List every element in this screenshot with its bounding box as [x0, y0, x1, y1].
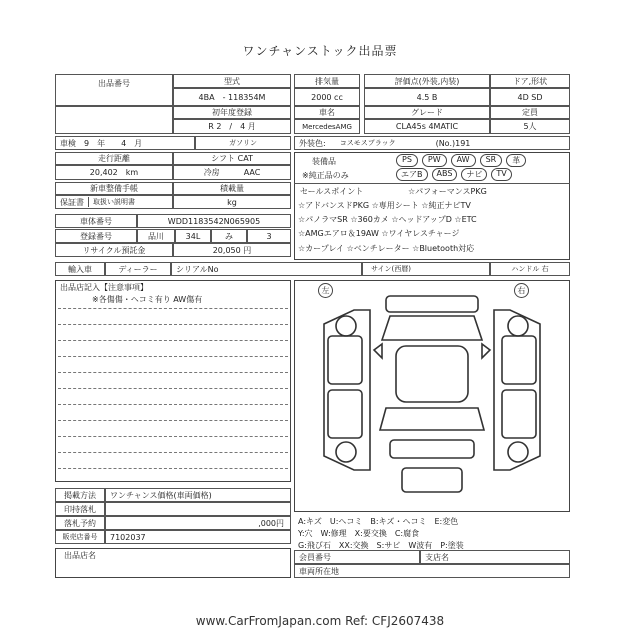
fuel-type: ガソリン [195, 136, 291, 150]
vin-value: WDD1183542N065905 [137, 214, 291, 228]
legend-row-2: Y:穴 W:修理 X:要交換 C:腐食 [298, 529, 420, 538]
right-mirror [482, 344, 490, 358]
right-rear-door [502, 390, 536, 438]
consign-value [105, 502, 291, 516]
consign-label: 印持落札 [55, 502, 105, 516]
doors-label: ドア,形状 [490, 74, 570, 88]
right-front-door [502, 336, 536, 384]
warranty-cell [55, 195, 173, 209]
hood-outline [382, 316, 482, 340]
equipment-item: 革 [506, 154, 526, 167]
first-reg-value: R 2 / 4 月 [173, 119, 291, 134]
reg-class: 34L [175, 229, 211, 243]
left-rear-wheel [336, 442, 356, 462]
method-label: 掲載方法 [55, 488, 105, 502]
lot-number-value-cell [55, 106, 173, 134]
note-rule [58, 388, 288, 389]
equipment-item: ABS [432, 168, 458, 181]
left-front-wheel [336, 316, 356, 336]
model-label: 型式 [173, 74, 291, 88]
sales-point-2: ☆アドバンスドPKG ☆専用シート ☆純正ナビTV [298, 201, 471, 210]
model-value: 4BA - 118354M [173, 88, 291, 106]
recycle-value: 20,050 円 [173, 243, 291, 257]
notes-label: 出品店記入【注意事項】 [60, 283, 148, 292]
sales-point-5: ☆カープレイ ☆ベンチレーター ☆Bluetooth対応 [298, 244, 475, 253]
mileage-value: 20,402 km [55, 165, 173, 180]
load-unit: kg [173, 195, 291, 209]
note-rule [58, 340, 288, 341]
reg-number: 3 [247, 229, 291, 243]
warranty-label: 保証書 [60, 197, 84, 207]
equipment-item: TV [491, 168, 511, 181]
front-bumper-outline [386, 296, 478, 312]
dealer-number-label: 販売店番号 [55, 530, 105, 544]
import-label: 輸入車 [55, 262, 105, 276]
method-value: ワンチャンス価格(車両価格) [105, 488, 291, 502]
equipment-row-1 [396, 154, 526, 167]
score-label: 評価点(外装,内装) [364, 74, 490, 88]
score-value: 4.5 B [364, 88, 490, 106]
note-rule [58, 404, 288, 405]
note-rule [58, 468, 288, 469]
left-front-door [328, 336, 362, 384]
equipment-item: PW [422, 154, 447, 167]
note-rule [58, 420, 288, 421]
color-label: 外装色: [299, 138, 326, 148]
trunk-outline [380, 408, 484, 430]
reg-hiragana: み [211, 229, 247, 243]
roof-outline [396, 346, 468, 402]
equipment-note: ※純正品のみ [302, 171, 349, 180]
ac-value: AAC [243, 168, 261, 177]
rear-bumper-outline [390, 440, 474, 458]
front-end-outline [402, 468, 462, 492]
equipment-label: 装備品 [312, 157, 336, 166]
warranty-note: 取扱い説明書 [88, 197, 135, 207]
note-rule [58, 372, 288, 373]
capacity-value: 5人 [490, 119, 570, 134]
serial-label: シリアルNo [171, 262, 362, 276]
dealer-label: ディーラー [105, 262, 171, 276]
left-side-marker: 左 [318, 283, 333, 298]
equipment-row-2 [396, 168, 512, 181]
right-side-marker: 右 [514, 283, 529, 298]
reg-region: 品川 [137, 229, 175, 243]
equipment-item: PS [396, 154, 418, 167]
inspection-date: 車検 9 年 4 月 [55, 136, 195, 150]
grade-label: グレード [364, 106, 490, 119]
store-name-label: 出品店名 [64, 551, 96, 560]
note-rule [58, 436, 288, 437]
right-front-wheel [508, 316, 528, 336]
mileage-label: 走行距離 [55, 152, 173, 165]
vin-label: 車体番号 [55, 214, 137, 228]
vehicle-location-label: 車両所在地 [294, 564, 570, 578]
sign-note: サイン(西暦) [362, 262, 490, 276]
equipment-item: エアB [396, 168, 428, 181]
shift-label: シフト CAT [173, 152, 291, 165]
note-rule [58, 452, 288, 453]
equipment-item: AW [451, 154, 476, 167]
grade-value: CLA45s 4MATIC [364, 119, 490, 134]
load-label: 積載量 [173, 182, 291, 195]
dealer-number-value: 7102037 [105, 530, 291, 544]
sales-point-1: ☆パフォーマンスPKG [408, 187, 487, 196]
legend-row-1: A:キズ U:ヘコミ B:キズ・ヘコミ E:変色 [298, 517, 459, 526]
watermark: www.CarFromJapan.com Ref: CFJ2607438 [195, 614, 445, 628]
note-rule [58, 308, 288, 309]
left-rear-door [328, 390, 362, 438]
branch-name-label: 支店名 [420, 550, 570, 564]
capacity-label: 定員 [490, 106, 570, 119]
left-mirror [374, 344, 382, 358]
handle-position: ハンドル 右 [490, 262, 570, 276]
color-value: コスモスブラック [339, 139, 396, 147]
bid-value: ,000円 [105, 516, 291, 530]
sales-point-4: ☆AMGエアロ＆19AW ☆ワイヤレスチャージ [298, 229, 460, 238]
recycle-label: リサイクル預託金 [55, 243, 173, 257]
equipment-item: SR [480, 154, 503, 167]
first-reg-label: 初年度登録 [173, 106, 291, 119]
displacement-label: 排気量 [294, 74, 360, 88]
maker-value: MercedesAMG [294, 119, 360, 134]
bid-label: 落札予約 [55, 516, 105, 530]
exterior-color-cell [294, 136, 570, 150]
color-code: (No.)191 [435, 138, 471, 148]
sheet-title: ワンチャンストック出品票 [242, 44, 398, 58]
doors-value: 4D SD [490, 88, 570, 106]
equipment-item: ナビ [461, 168, 487, 181]
member-number-label: 会員番号 [294, 550, 420, 564]
car-diagram [294, 280, 570, 512]
note-rule [58, 324, 288, 325]
sales-point-3: ☆パノラマSR ☆360カメ ☆ヘッドアップD ☆ETC [298, 215, 477, 224]
reg-label: 登録番号 [55, 229, 137, 243]
lot-number-label: 出品番号 [98, 79, 130, 88]
ac-label: 冷房 [203, 168, 220, 177]
right-rear-wheel [508, 442, 528, 462]
ac-cell [173, 165, 291, 180]
sales-point-label: セールスポイント [300, 187, 364, 196]
notes-line-1: ※各傷傷・ヘコミ有り AW傷有 [92, 295, 203, 304]
displacement-value: 2000 cc [294, 88, 360, 106]
note-rule [58, 356, 288, 357]
lot-number-cell [55, 74, 173, 106]
legend-row-3: G:飛び石 XX:交換 S:サビ W波有 P:塗装 [298, 541, 464, 550]
new-car-warranty: 新車整備手帳 [55, 182, 173, 195]
maker-label: 車名 [294, 106, 360, 119]
divider [294, 183, 570, 184]
